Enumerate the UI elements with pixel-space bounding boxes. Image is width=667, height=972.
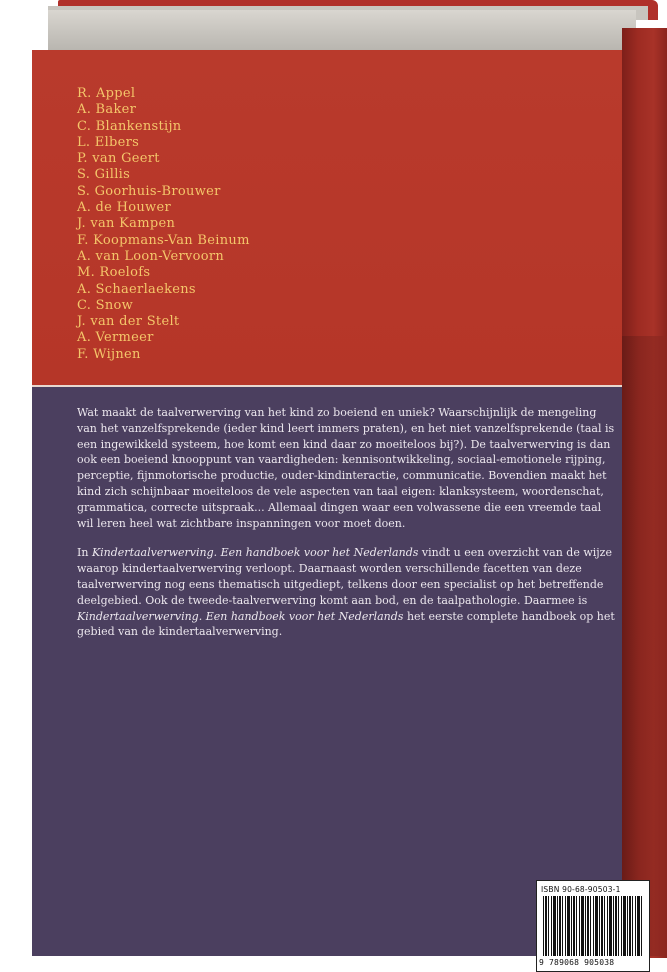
author-name: S. Goorhuis-Brouwer: [77, 183, 221, 199]
author-name: C. Blankenstijn: [77, 118, 182, 134]
book-title-italic: Kindertaalverwerving. Een handboek voor het Nederlands: [77, 609, 404, 623]
barcode-digits: 9 789068 905038: [539, 958, 615, 967]
book-title-italic: Kindertaalverwerving. Een handboek voor het Nederlands: [91, 546, 419, 560]
author-name: M. Roelofs: [77, 265, 151, 281]
author-name: J. van Kampen: [77, 216, 176, 232]
isbn-number: ISBN 90-68-90503-1: [541, 885, 621, 894]
author-name: A. van Loon-Vervoorn: [77, 248, 225, 264]
author-name: C. Snow: [77, 297, 134, 313]
book-page-block: [48, 10, 636, 50]
author-name: F. Koopmans-Van Beinum: [77, 232, 250, 248]
author-list: [77, 86, 250, 363]
barcode-bars: [543, 896, 643, 956]
paragraph-text: In: [77, 546, 92, 560]
author-name: L. Elbers: [77, 134, 140, 150]
author-name: A. de Houwer: [77, 200, 171, 216]
author-name: F. Wijnen: [77, 346, 141, 362]
isbn-barcode: [536, 880, 650, 972]
author-name: J. van der Stelt: [77, 314, 180, 330]
book-spine-shadow: [622, 336, 667, 956]
author-name: A. Baker: [77, 102, 137, 118]
description-paragraph-1: Wat maakt de taalverwerving van het kind zo boeiend en uniek? Waarschijnlijk de mengeling van het vanzelfsprekende (ieder kind leert immers praten), en het niet vanzelfsprekende (taal is een ingewikkeld systeem, hoe komt een kind daar zo moeiteloos bij?). De taalverwerving is dan ook een boeiend knooppunt van vaardigheden: kennisontwikkeling, sociaal-emotionele rijping, perceptie, fijnmotorische productie, ouder-kindinteractie, communicatie. Bovendien maakt het kind zich schijnbaar moeiteloos de vele aspecten van taal eigen: klanksysteem, woordenschat, grammatica, correcte uitspraak... Allemaal dingen waar een volwassene die een vreemde taal wil leren heel wat zichtbare inspanningen voor moet doen.: [77, 406, 615, 530]
book-description: [77, 405, 617, 654]
author-name: A. Schaerlaekens: [77, 281, 196, 297]
back-cover: [32, 50, 622, 967]
paragraph-text: vindt u een overzicht van de wijze waarop kindertaalverwerving verloopt. Daarnaast worden verschillende facetten van deze taalverwerving nog eens thematisch uitgediept, telkens door een specialist op het betreffende deelgebied. Ook de tweede-taalverwerving komt aan bod, en de taalpathologie. Daarmee is: [77, 546, 612, 607]
author-name: P. van Geert: [77, 151, 160, 167]
cover-divider-line: [32, 385, 622, 387]
author-name: S. Gillis: [77, 167, 131, 183]
author-name: R. Appel: [77, 86, 136, 101]
paragraph-text: het eerste complete handboek op het gebied van de kindertaalverwerving.: [77, 609, 615, 639]
description-paragraph-2: [77, 545, 617, 640]
author-name: A. Vermeer: [77, 330, 154, 346]
